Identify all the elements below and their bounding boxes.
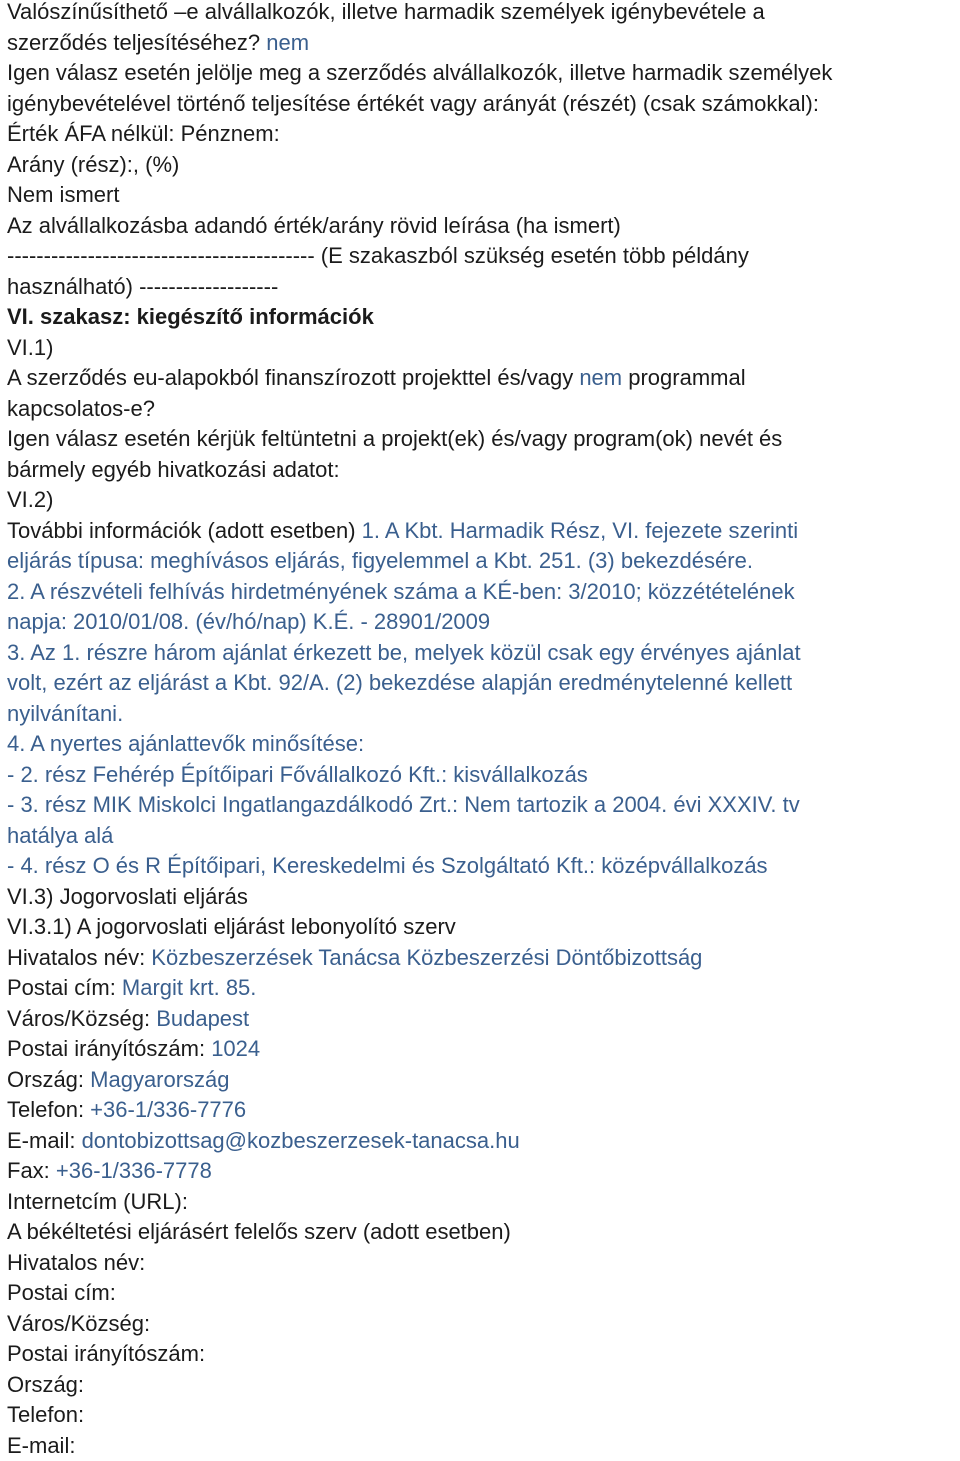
text-line [7, 851, 957, 882]
field-label: Postai irányítószám: [7, 1036, 211, 1061]
field-label: Érték ÁFA nélkül: Pénznem: [7, 121, 280, 146]
text-line [7, 180, 957, 211]
field-label: Város/Község: [7, 1311, 150, 1336]
text-line [7, 424, 957, 455]
text-line [7, 28, 957, 59]
text-line [7, 363, 957, 394]
field-value: +36-1/336-7776 [90, 1097, 246, 1122]
field-value: 4. A nyertes ajánlattevők minősítése: [7, 731, 364, 756]
text-line [7, 272, 957, 303]
field-label: Ország: [7, 1067, 90, 1092]
text-line [7, 943, 957, 974]
field-label: Város/Község: [7, 1006, 156, 1031]
field-value: Margit krt. 85. [122, 975, 256, 1000]
field-value: - 4. rész O és R Építőipari, Kereskedelmi és Szolgáltató Kft.: középvállalkozás [7, 853, 768, 878]
text-line [7, 89, 957, 120]
field-label: Telefon: [7, 1097, 90, 1122]
field-label: bármely egyéb hivatkozási adatot: [7, 457, 340, 482]
text-line [7, 302, 957, 333]
text-line [7, 607, 957, 638]
text-line [7, 668, 957, 699]
field-label: kapcsolatos-e? [7, 396, 155, 421]
text-line [7, 1156, 957, 1187]
document-body [7, 0, 957, 1461]
field-label: Hivatalos név: [7, 1250, 145, 1275]
text-line [7, 1370, 957, 1401]
field-value: dontobizottsag@kozbeszerzesek-tanacsa.hu [82, 1128, 520, 1153]
text-line [7, 912, 957, 943]
field-value: nem [579, 365, 622, 390]
field-label: Arány (rész):, (%) [7, 152, 179, 177]
field-label: VI.2) [7, 487, 53, 512]
field-value: 1024 [211, 1036, 260, 1061]
field-label: Hivatalos név: [7, 945, 151, 970]
field-label: Igen válasz esetén kérjük feltüntetni a projekt(ek) és/vagy program(ok) nevét és [7, 426, 782, 451]
field-label: Internetcím (URL): [7, 1189, 188, 1214]
field-value: - 3. rész MIK Miskolci Ingatlangazdálkodó Zrt.: Nem tartozik a 2004. évi XXXIV. tv [7, 792, 800, 817]
text-line [7, 1187, 957, 1218]
text-line [7, 455, 957, 486]
text-line [7, 516, 957, 547]
text-line [7, 973, 957, 1004]
field-label: Nem ismert [7, 182, 119, 207]
text-line [7, 1400, 957, 1431]
field-label: Postai irányítószám: [7, 1341, 205, 1366]
text-line [7, 729, 957, 760]
text-line [7, 485, 957, 516]
field-label: ------------------------------------------ (E szakaszból szükség esetén több példány [7, 243, 749, 268]
field-value: 2. A részvételi felhívás hirdetményének száma a KÉ-ben: 3/2010; közzétételének [7, 579, 795, 604]
field-label: E-mail: [7, 1433, 75, 1458]
field-value: 1. A Kbt. Harmadik Rész, VI. fejezete szerinti [362, 518, 799, 543]
field-value: nem [266, 30, 309, 55]
section-heading: VI. szakasz: kiegészítő információk [7, 304, 374, 329]
field-label: használható) ------------------- [7, 274, 278, 299]
field-label: Postai cím: [7, 975, 122, 1000]
text-line [7, 790, 957, 821]
field-value: napja: 2010/01/08. (év/hó/nap) K.É. - 28901/2009 [7, 609, 490, 634]
text-line [7, 1339, 957, 1370]
text-line [7, 1248, 957, 1279]
field-label: VI.3.1) A jogorvoslati eljárást lebonyolító szerv [7, 914, 456, 939]
text-line [7, 546, 957, 577]
field-value: nyilvánítani. [7, 701, 123, 726]
text-line [7, 821, 957, 852]
field-value: volt, ezért az eljárást a Kbt. 92/A. (2) bekezdése alapján eredménytelenné kellett [7, 670, 792, 695]
field-value: hatálya alá [7, 823, 113, 848]
field-value: Közbeszerzések Tanácsa Közbeszerzési Döntőbizottság [151, 945, 702, 970]
field-value: eljárás típusa: meghívásos eljárás, figyelemmel a Kbt. 251. (3) bekezdésére. [7, 548, 753, 573]
field-label: E-mail: [7, 1128, 82, 1153]
field-label: programmal [622, 365, 745, 390]
field-label: Igen válasz esetén jelölje meg a szerződés alvállalkozók, illetve harmadik személyek [7, 60, 832, 85]
field-label: A békéltetési eljárásért felelős szerv (adott esetben) [7, 1219, 511, 1244]
field-label: További információk (adott esetben) [7, 518, 362, 543]
text-line [7, 1034, 957, 1065]
field-value: Budapest [156, 1006, 249, 1031]
field-label: A szerződés eu-alapokból finanszírozott projekttel és/vagy [7, 365, 579, 390]
text-line [7, 150, 957, 181]
text-line [7, 1065, 957, 1096]
text-line [7, 882, 957, 913]
text-line [7, 1126, 957, 1157]
text-line [7, 1217, 957, 1248]
field-label: szerződés teljesítéséhez? [7, 30, 266, 55]
text-line [7, 638, 957, 669]
field-value: - 2. rész Fehérép Építőipari Fővállalkozó Kft.: kisvállalkozás [7, 762, 588, 787]
field-value: +36-1/336-7778 [56, 1158, 212, 1183]
text-line [7, 241, 957, 272]
field-label: Valószínűsíthető –e alvállalkozók, illetve harmadik személyek igénybevétele a [7, 0, 765, 24]
text-line [7, 577, 957, 608]
text-line [7, 1004, 957, 1035]
field-value: Magyarország [90, 1067, 229, 1092]
text-line [7, 1278, 957, 1309]
field-label: Fax: [7, 1158, 56, 1183]
text-line [7, 1309, 957, 1340]
field-label: Telefon: [7, 1402, 84, 1427]
text-line [7, 119, 957, 150]
field-label: igénybevételével történő teljesítése értékét vagy arányát (részét) (csak számokkal): [7, 91, 819, 116]
text-line [7, 394, 957, 425]
field-label: Az alvállalkozásba adandó érték/arány rövid leírása (ha ismert) [7, 213, 621, 238]
text-line [7, 0, 957, 28]
text-line [7, 1431, 957, 1461]
text-line [7, 211, 957, 242]
text-line [7, 333, 957, 364]
text-line [7, 760, 957, 791]
text-line [7, 699, 957, 730]
field-label: VI.3) Jogorvoslati eljárás [7, 884, 248, 909]
text-line [7, 1095, 957, 1126]
field-value: 3. Az 1. részre három ajánlat érkezett be, melyek közül csak egy érvényes ajánlat [7, 640, 801, 665]
text-line [7, 58, 957, 89]
field-label: VI.1) [7, 335, 53, 360]
field-label: Ország: [7, 1372, 84, 1397]
field-label: Postai cím: [7, 1280, 116, 1305]
